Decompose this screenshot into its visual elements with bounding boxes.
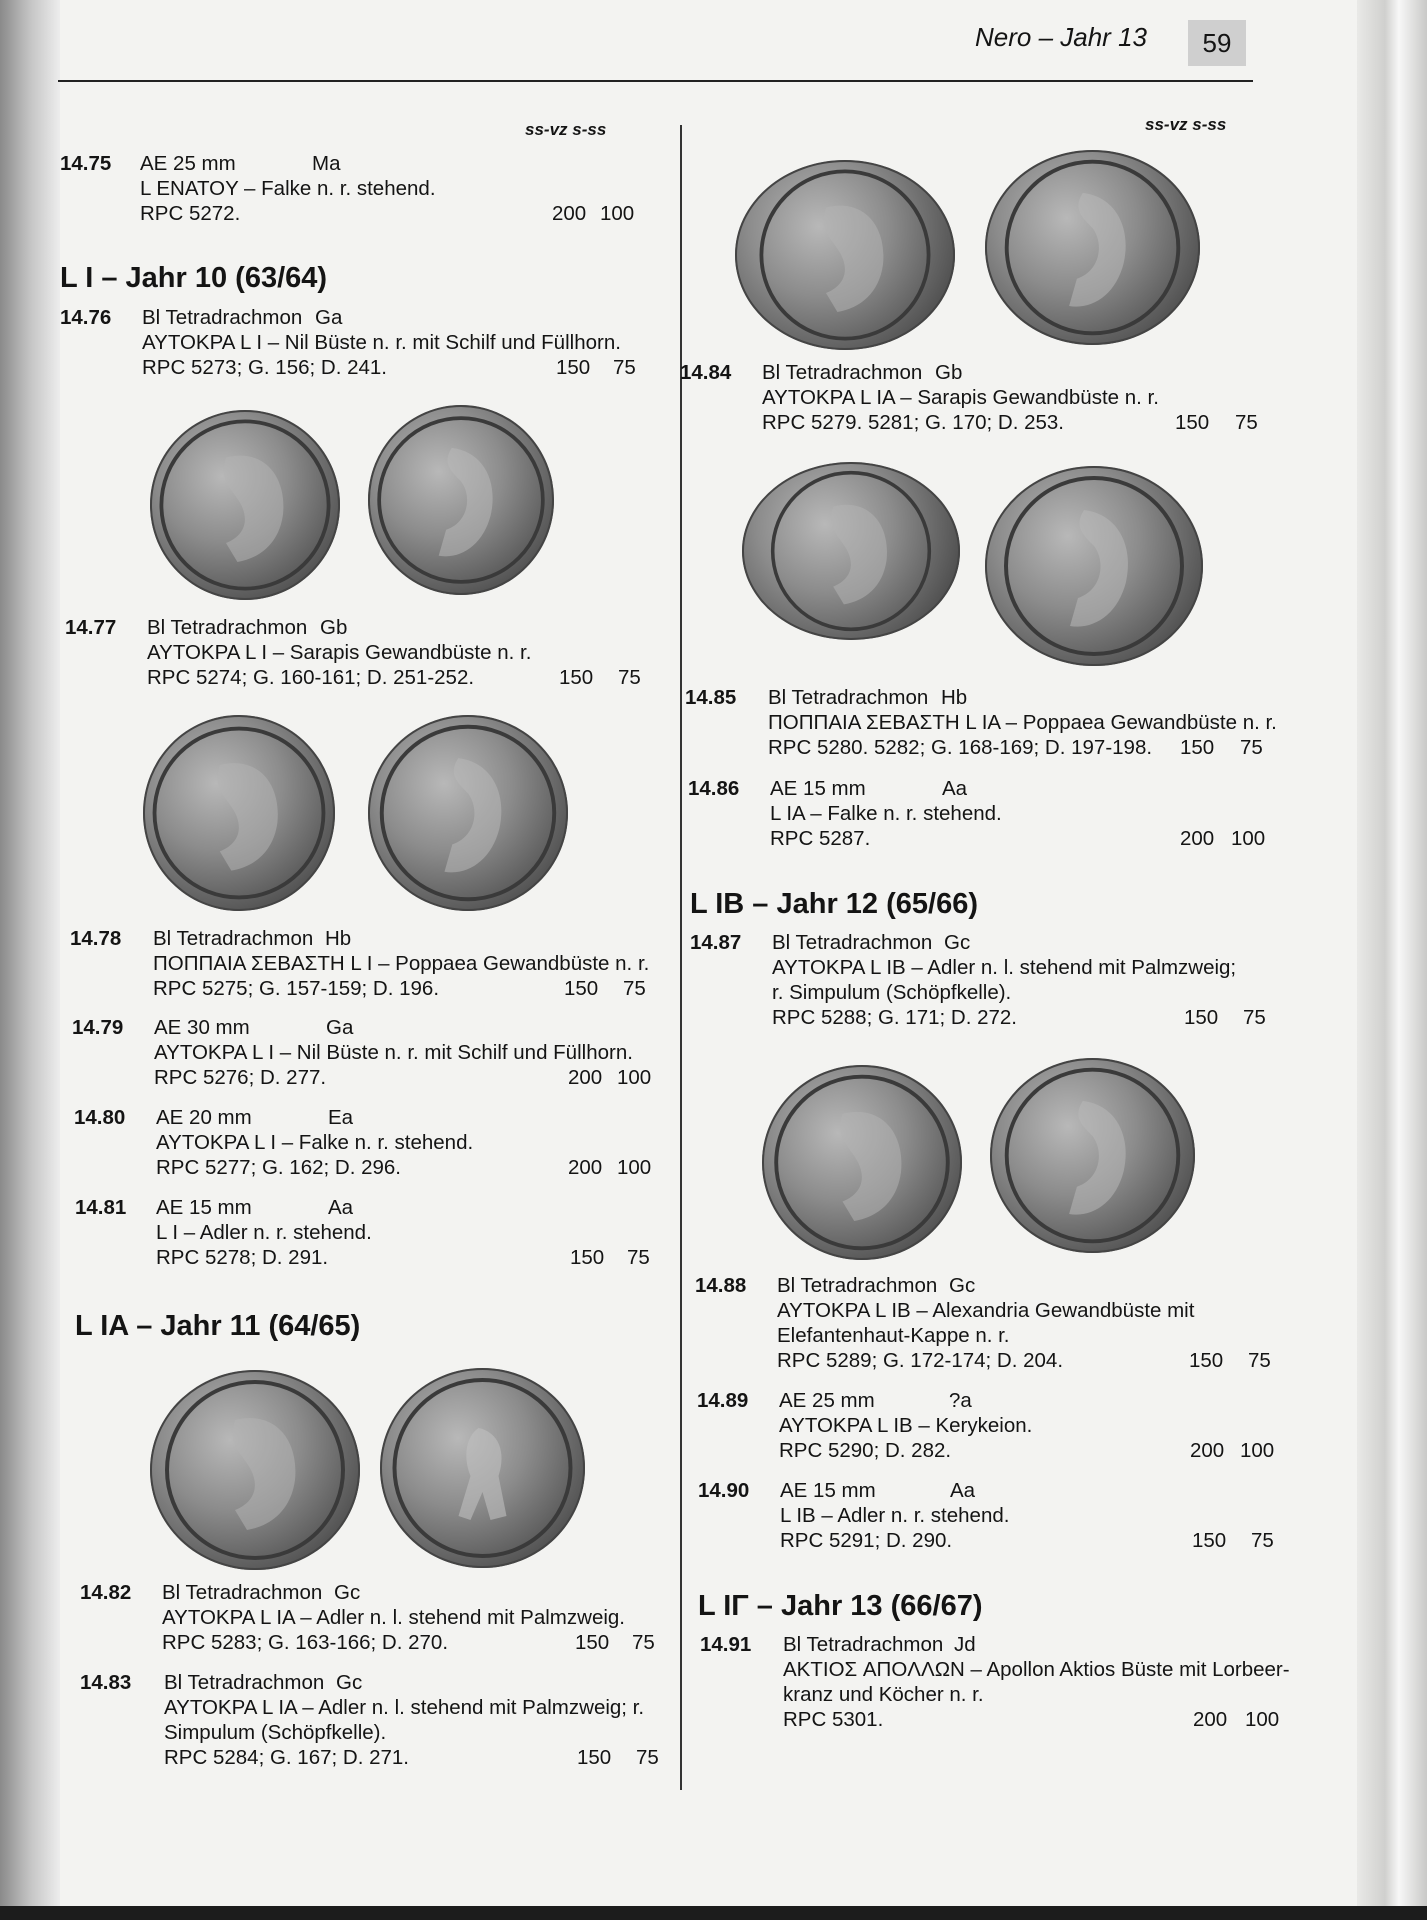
- header-rule: [58, 80, 1253, 82]
- entry-code: Hb: [325, 927, 352, 950]
- catalog-entry-14-78: [70, 926, 650, 1006]
- entry-description: AKTIOΣ AΠOΛΛΩN – Apollon Aktios Büste mit Lorbeer-: [783, 1658, 1290, 1681]
- entry-number: 14.76: [60, 306, 112, 329]
- running-head: Nero – Jahr 13: [975, 22, 1147, 52]
- coin-photo-reverse-sarapis: [368, 715, 568, 911]
- entry-number: 14.79: [72, 1016, 124, 1039]
- price-s-ss: 100: [617, 1066, 652, 1089]
- entry-number: 14.89: [697, 1389, 749, 1412]
- catalog-entry-14-83: [80, 1670, 660, 1775]
- section-heading-jahr-11: L IA – Jahr 11 (64/65): [75, 1310, 361, 1342]
- coin-photo-obverse-nero: [143, 715, 335, 911]
- entry-number: 14.82: [80, 1581, 132, 1604]
- coin-photo-obverse-nero: [762, 1065, 962, 1260]
- price-ss-vz: 150: [564, 977, 599, 1000]
- price-s-ss: 75: [613, 356, 636, 379]
- price-ss-vz: 200: [1190, 1439, 1225, 1462]
- entry-code: Jd: [954, 1633, 976, 1656]
- entry-denomination: AE 15 mm: [156, 1196, 252, 1219]
- entry-description-cont: Simpulum (Schöpfkelle).: [164, 1721, 387, 1744]
- section-heading-jahr-12: L IB – Jahr 12 (65/66): [690, 888, 979, 920]
- entry-reference: RPC 5301.: [783, 1708, 884, 1731]
- catalog-entry-14-87: [690, 930, 1290, 1035]
- entry-code: Gb: [935, 361, 963, 384]
- catalog-entry-14-88: [695, 1273, 1295, 1378]
- entry-denomination: Bl Tetradrachmon: [147, 616, 308, 639]
- catalog-entry-14-79: [72, 1015, 652, 1095]
- price-ss-vz: 150: [559, 666, 594, 689]
- entry-code: Gb: [320, 616, 348, 639]
- page-edge: [1357, 0, 1427, 1920]
- catalog-entry-14-90: [698, 1478, 1298, 1558]
- entry-code: ?a: [949, 1389, 972, 1412]
- price-ss-vz: 150: [556, 356, 591, 379]
- price-s-ss: 100: [600, 202, 635, 225]
- entry-reference: RPC 5275; G. 157-159; D. 196.: [153, 977, 440, 1000]
- entry-number: 14.77: [65, 616, 117, 639]
- page-number: 59: [1188, 20, 1246, 66]
- entry-description: L IA – Falke n. r. stehend.: [770, 802, 1002, 825]
- price-ss-vz: 150: [1189, 1349, 1224, 1372]
- entry-number: 14.80: [74, 1106, 126, 1129]
- price-ss-vz: 150: [570, 1246, 605, 1269]
- price-s-ss: 75: [1248, 1349, 1271, 1372]
- book-spine-shadow: [0, 0, 60, 1920]
- coin-photo-reverse-poppaea: [985, 466, 1203, 666]
- entry-denomination: AE 15 mm: [770, 777, 866, 800]
- entry-denomination: AE 30 mm: [154, 1016, 250, 1039]
- price-s-ss: 75: [636, 1746, 659, 1769]
- price-ss-vz: 200: [552, 202, 587, 225]
- entry-denomination: Bl Tetradrachmon: [777, 1274, 938, 1297]
- entry-description: ΠΟΠΠΑΙΑ ΣΕΒΑΣΤΗ L IA – Poppaea Gewandbüste n. r.: [768, 711, 1277, 734]
- catalog-entry-14-75: [60, 151, 640, 231]
- entry-number: 14.91: [700, 1633, 752, 1656]
- section-heading-jahr-10: L I – Jahr 10 (63/64): [60, 262, 328, 294]
- entry-reference: RPC 5287.: [770, 827, 871, 850]
- entry-code: Ga: [315, 306, 343, 329]
- entry-reference: RPC 5288; G. 171; D. 272.: [772, 1006, 1017, 1029]
- entry-description-cont: kranz und Köcher n. r.: [783, 1683, 984, 1706]
- entry-number: 14.81: [75, 1196, 127, 1219]
- entry-denomination: Bl Tetradrachmon: [768, 686, 929, 709]
- price-s-ss: 75: [1251, 1529, 1274, 1552]
- entry-reference: RPC 5284; G. 167; D. 271.: [164, 1746, 409, 1769]
- coin-photo-obverse-nero: [150, 1370, 360, 1570]
- coin-photo-obverse-nero: [735, 160, 955, 350]
- entry-code: Gc: [336, 1671, 363, 1694]
- entry-code: Aa: [950, 1479, 976, 1502]
- entry-denomination: AE 25 mm: [779, 1389, 875, 1412]
- entry-description: AYTOKPA L IB – Alexandria Gewandbüste mit: [777, 1299, 1195, 1322]
- price-ss-vz: 150: [575, 1631, 610, 1654]
- entry-description: AYTOKPA L IA – Sarapis Gewandbüste n. r.: [762, 386, 1159, 409]
- price-ss-vz: 150: [1180, 736, 1215, 759]
- entry-number: 14.90: [698, 1479, 750, 1502]
- entry-number: 14.84: [680, 361, 732, 384]
- entry-code: Gc: [334, 1581, 361, 1604]
- price-s-ss: 75: [1240, 736, 1263, 759]
- entry-reference: RPC 5277; G. 162; D. 296.: [156, 1156, 401, 1179]
- entry-number: 14.83: [80, 1671, 132, 1694]
- entry-description: AYTOKPA L IB – Adler n. l. stehend mit Palmzweig;: [772, 956, 1237, 979]
- entry-description: AYTOKPA L IA – Adler n. l. stehend mit Palmzweig.: [162, 1606, 625, 1629]
- price-s-ss: 100: [1245, 1708, 1280, 1731]
- entry-description: AYTOKPA L I – Sarapis Gewandbüste n. r.: [147, 641, 532, 664]
- entry-denomination: Bl Tetradrachmon: [783, 1633, 944, 1656]
- catalog-entry-14-80: [74, 1105, 654, 1185]
- coin-photo-reverse-nilus: [368, 405, 554, 595]
- entry-denomination: Bl Tetradrachmon: [142, 306, 303, 329]
- entry-number: 14.88: [695, 1274, 747, 1297]
- entry-code: Aa: [328, 1196, 354, 1219]
- price-ss-vz: 200: [1180, 827, 1215, 850]
- grade-header-right: ss-vz s-ss: [1145, 115, 1227, 134]
- entry-denomination: Bl Tetradrachmon: [162, 1581, 323, 1604]
- entry-description: AYTOKPA L I – Nil Büste n. r. mit Schilf und Füllhorn.: [154, 1041, 633, 1064]
- price-s-ss: 75: [623, 977, 646, 1000]
- entry-code: Gc: [949, 1274, 976, 1297]
- section-heading-jahr-13: L IΓ – Jahr 13 (66/67): [698, 1590, 983, 1622]
- price-s-ss: 100: [1240, 1439, 1275, 1462]
- entry-description: AYTOKPA L IB – Kerykeion.: [779, 1414, 1033, 1437]
- coin-photo-obverse-nero: [742, 462, 960, 640]
- price-ss-vz: 150: [577, 1746, 612, 1769]
- entry-denomination: AE 15 mm: [780, 1479, 876, 1502]
- entry-denomination: Bl Tetradrachmon: [153, 927, 314, 950]
- entry-denomination: Bl Tetradrachmon: [772, 931, 933, 954]
- catalog-entry-14-89: [697, 1388, 1297, 1468]
- catalog-entry-14-76: [60, 305, 640, 385]
- price-ss-vz: 150: [1184, 1006, 1219, 1029]
- coin-photo-reverse-alexandria: [990, 1058, 1195, 1253]
- price-s-ss: 75: [627, 1246, 650, 1269]
- entry-number: 14.85: [685, 686, 737, 709]
- catalog-entry-14-81: [75, 1195, 655, 1275]
- entry-reference: RPC 5279. 5281; G. 170; D. 253.: [762, 411, 1064, 434]
- entry-reference: RPC 5278; D. 291.: [156, 1246, 329, 1269]
- price-s-ss: 75: [632, 1631, 655, 1654]
- catalog-entry-14-84: [680, 360, 1280, 440]
- entry-number: 14.87: [690, 931, 742, 954]
- entry-reference: RPC 5273; G. 156; D. 241.: [142, 356, 387, 379]
- price-s-ss: 75: [1243, 1006, 1266, 1029]
- price-s-ss: 100: [1231, 827, 1266, 850]
- price-ss-vz: 200: [1193, 1708, 1228, 1731]
- entry-number: 14.86: [688, 777, 740, 800]
- entry-description: AYTOKPA L I – Nil Büste n. r. mit Schilf und Füllhorn.: [142, 331, 621, 354]
- entry-description: ΠΟΠΠΑΙΑ ΣΕΒΑΣΤΗ L I – Poppaea Gewandbüste n. r.: [153, 952, 650, 975]
- price-ss-vz: 200: [568, 1066, 603, 1089]
- price-ss-vz: 200: [568, 1156, 603, 1179]
- entry-code: Ga: [326, 1016, 354, 1039]
- entry-code: Hb: [941, 686, 968, 709]
- entry-reference: RPC 5283; G. 163-166; D. 270.: [162, 1631, 449, 1654]
- price-s-ss: 75: [618, 666, 641, 689]
- coin-photo-reverse-sarapis: [985, 150, 1200, 345]
- entry-code: Ea: [328, 1106, 354, 1129]
- entry-denomination: AE 20 mm: [156, 1106, 252, 1129]
- coin-photo-obverse-nero: [150, 410, 340, 600]
- price-s-ss: 75: [1235, 411, 1258, 434]
- entry-description: L I – Adler n. r. stehend.: [156, 1221, 372, 1244]
- entry-reference: RPC 5289; G. 172-174; D. 204.: [777, 1349, 1064, 1372]
- entry-description-cont: Elefantenhaut-Kappe n. r.: [777, 1324, 1010, 1347]
- entry-reference: RPC 5291; D. 290.: [780, 1529, 953, 1552]
- price-ss-vz: 150: [1175, 411, 1210, 434]
- catalog-entry-14-85: [685, 685, 1285, 765]
- price-ss-vz: 150: [1192, 1529, 1227, 1552]
- entry-code: Ma: [312, 152, 341, 175]
- scan-bottom-edge: [0, 1906, 1427, 1920]
- catalog-entry-14-91: [700, 1632, 1300, 1737]
- entry-reference: RPC 5274; G. 160-161; D. 251-252.: [147, 666, 475, 689]
- entry-reference: RPC 5290; D. 282.: [779, 1439, 952, 1462]
- price-s-ss: 100: [617, 1156, 652, 1179]
- entry-denomination: Bl Tetradrachmon: [164, 1671, 325, 1694]
- entry-reference: RPC 5280. 5282; G. 168-169; D. 197-198.: [768, 736, 1153, 759]
- entry-reference: RPC 5272.: [140, 202, 241, 225]
- entry-number: 14.78: [70, 927, 122, 950]
- entry-reference: RPC 5276; D. 277.: [154, 1066, 327, 1089]
- entry-description: AYTOKPA L I – Falke n. r. stehend.: [156, 1131, 474, 1154]
- entry-description: AYTOKPA L IA – Adler n. l. stehend mit Palmzweig; r.: [164, 1696, 645, 1719]
- entry-description: L IB – Adler n. r. stehend.: [780, 1504, 1010, 1527]
- catalog-entry-14-77: [65, 615, 645, 695]
- grade-header-left: ss-vz s-ss: [525, 120, 607, 139]
- catalog-entry-14-86: [688, 776, 1288, 856]
- entry-denomination: AE 25 mm: [140, 152, 236, 175]
- entry-description-cont: r. Simpulum (Schöpfkelle).: [772, 981, 1012, 1004]
- entry-description: L ENATOY – Falke n. r. stehend.: [140, 177, 436, 200]
- entry-code: Gc: [944, 931, 971, 954]
- coin-photo-reverse-eagle: [380, 1368, 585, 1568]
- entry-code: Aa: [942, 777, 968, 800]
- entry-denomination: Bl Tetradrachmon: [762, 361, 923, 384]
- catalog-entry-14-82: [80, 1580, 660, 1660]
- entry-number: 14.75: [60, 152, 112, 175]
